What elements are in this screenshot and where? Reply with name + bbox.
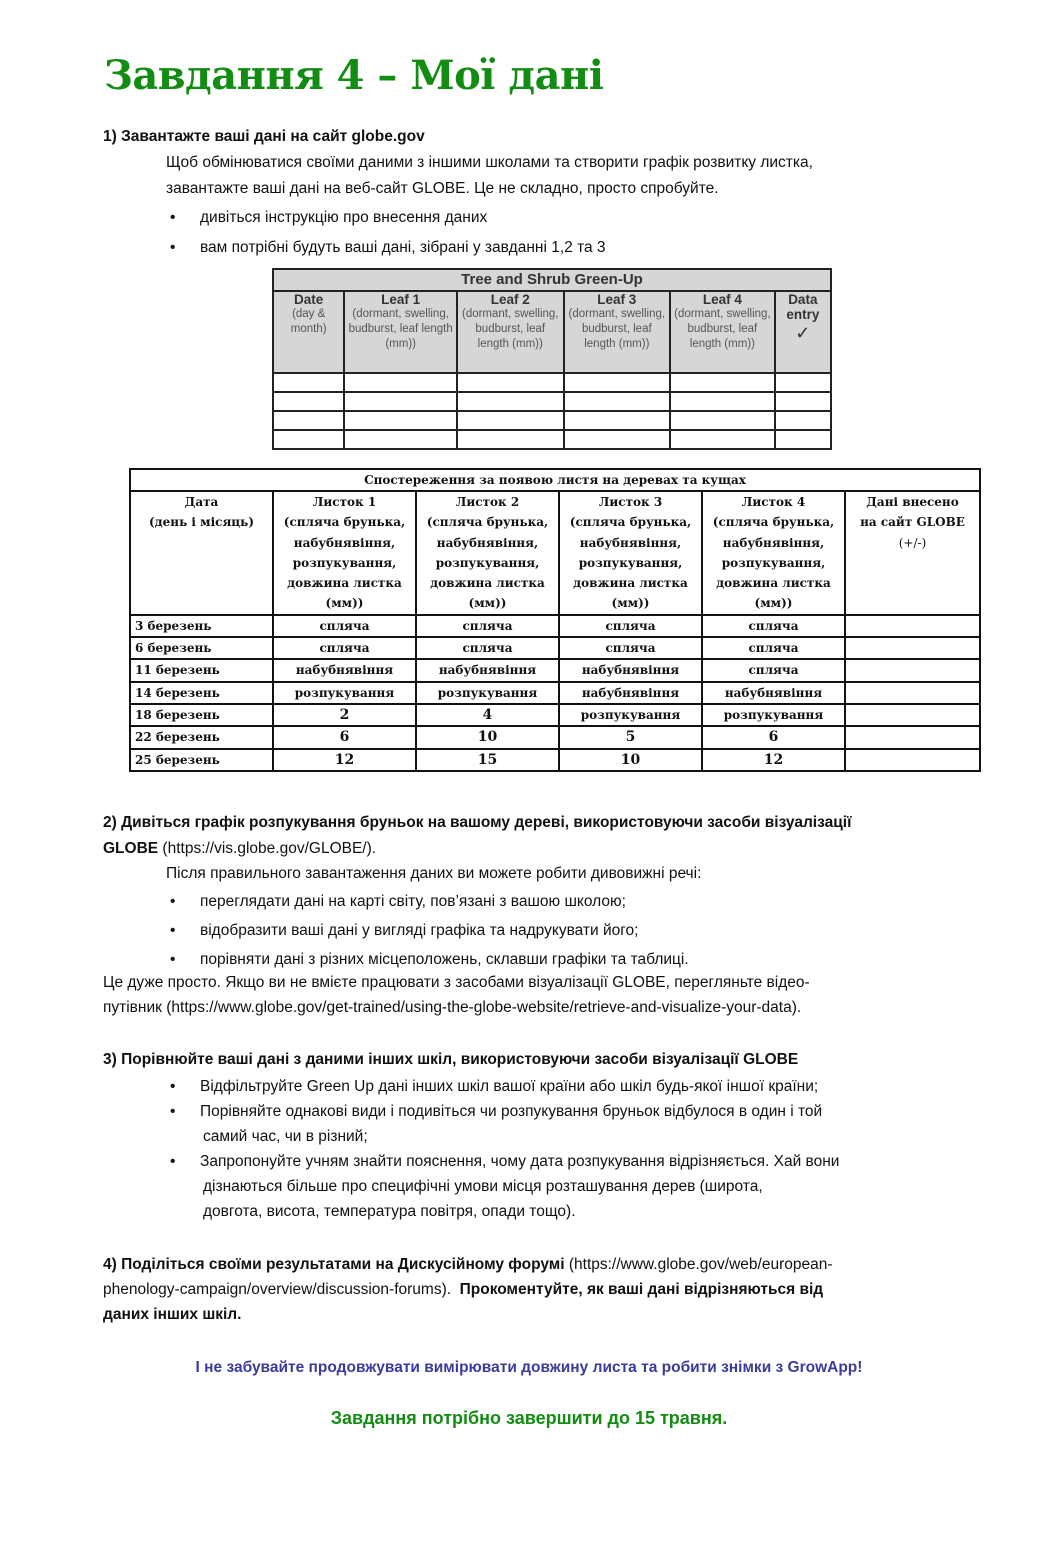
bullet-item xyxy=(170,918,689,947)
table-row xyxy=(130,659,980,681)
header-sub: (сплячa брунька, набубнявіння, розпукування, довжина листка (мм)) xyxy=(283,515,406,611)
leaf-cell: 10 xyxy=(559,749,702,771)
date-cell: 11 березень xyxy=(130,659,273,681)
ua-header-leaf2 xyxy=(416,491,559,615)
header-sub: (dormant, swelling, budburst, leaf length (mm)) xyxy=(568,308,666,350)
leaf-cell: розпукування xyxy=(559,704,702,726)
bullet-text: дивіться інструкцію про внесення даних xyxy=(200,209,488,226)
leaf-cell: набубнявіння xyxy=(702,682,845,704)
section4-comment-bold-cont: даних інших шкіл. xyxy=(103,1306,242,1323)
ukrainian-observations-table xyxy=(129,468,981,772)
leaf-cell: спляча xyxy=(559,615,702,637)
bullet-icon: • xyxy=(170,893,176,910)
globe-entry-cell xyxy=(845,704,980,726)
section3-bullets xyxy=(170,1074,839,1224)
leaf-cell: спляча xyxy=(273,615,416,637)
page-title: Завдання 4 – Мої дані xyxy=(104,52,604,99)
section2-outro xyxy=(103,970,810,1020)
bullet-icon: • xyxy=(170,209,176,226)
bullet-item xyxy=(170,1074,839,1099)
bullet-icon: • xyxy=(170,1153,176,1170)
date-cell: 25 березень xyxy=(130,749,273,771)
ua-header-date xyxy=(130,491,273,615)
leaf-cell: набубнявіння xyxy=(559,682,702,704)
leaf-cell: розпукування xyxy=(416,682,559,704)
bullet-text: Відфільтруйте Green Up дані інших шкіл вашої країни або шкіл будь-якої іншої країни; xyxy=(200,1078,819,1095)
leaf-cell: розпукування xyxy=(702,704,845,726)
leaf-cell: 12 xyxy=(273,749,416,771)
bullet-item xyxy=(170,947,689,972)
leaf-cell: спляча xyxy=(416,615,559,637)
bullet-line: Порівняйте однакові види і подивіться чи розпукування бруньок відбулося в один і той xyxy=(200,1103,823,1120)
section2-heading-bold2: GLOBE xyxy=(103,840,159,857)
date-cell: 14 березень xyxy=(130,682,273,704)
header-sub: (сплячa брунька, набубнявіння, розпукування, довжина листка (мм)) xyxy=(426,515,549,611)
section4-heading-bold: 4) Поділіться своїми результатами на Дискусійному форумі xyxy=(103,1256,565,1273)
outro-line: Це дуже просто. Якщо ви не вмієте працювати з засобами візуалізації GLOBE, перегляньте відео- xyxy=(103,974,810,991)
table-row xyxy=(273,411,831,430)
en-header-data-entry xyxy=(775,291,831,373)
section2-heading-bold: 2) Дивіться графік розпукування бруньок на вашому дереві, використовуючи засоби візуалізації xyxy=(103,814,852,831)
section4-comment-bold: Прокоментуйте, як ваші дані відрізняються від xyxy=(451,1281,824,1298)
en-header-leaf4 xyxy=(670,291,775,373)
ua-table-title: Спостереження за появою листя на деревах та кущах xyxy=(130,469,980,491)
ua-header-leaf3 xyxy=(559,491,702,615)
bullet-icon: • xyxy=(170,1103,176,1120)
date-cell: 6 березень xyxy=(130,637,273,659)
section1-paragraph xyxy=(166,150,813,201)
globe-entry-cell xyxy=(845,659,980,681)
section3-heading: 3) Порівнюйте ваші дані з даними інших шкіл, використовуючи засоби візуалізації GLOBE xyxy=(103,1051,799,1068)
bullet-item xyxy=(170,889,689,918)
bullet-item xyxy=(170,1099,839,1149)
ua-header-leaf4 xyxy=(702,491,845,615)
header-sub: (dormant, swelling, budburst, leaf length (mm)) xyxy=(461,308,559,350)
leaf-cell: спляча xyxy=(416,637,559,659)
table-row xyxy=(273,373,831,392)
header-sub: (+/-) xyxy=(898,535,927,550)
leaf-cell: 6 xyxy=(702,726,845,748)
globe-entry-cell xyxy=(845,682,980,704)
section1-bullets xyxy=(170,205,606,260)
english-green-up-table xyxy=(272,268,832,450)
table-row xyxy=(130,615,980,637)
header-sub: (dormant, swelling, budburst, leaf length (mm)) xyxy=(348,308,453,350)
leaf-cell: 5 xyxy=(559,726,702,748)
growapp-reminder: І не забувайте продовжувати вимірювати довжину листа та робити знімки з GrowApp! xyxy=(195,1359,863,1376)
bullet-item xyxy=(170,235,606,260)
bullet-item xyxy=(170,1149,839,1224)
leaf-cell: спляча xyxy=(273,637,416,659)
section2-intro: Після правильного завантаження даних ви можете робити дивовижні речі: xyxy=(166,865,702,882)
leaf-cell: 12 xyxy=(702,749,845,771)
globe-entry-cell xyxy=(845,637,980,659)
header-sub: (сплячa брунька, набубнявіння, розпукування, довжина листка (мм)) xyxy=(569,515,692,611)
section4 xyxy=(103,1252,833,1327)
header-sub: (день і місяць) xyxy=(149,515,254,530)
date-cell: 22 березень xyxy=(130,726,273,748)
bullet-line: самий час, чи в різний; xyxy=(203,1128,368,1145)
table-row xyxy=(130,637,980,659)
date-cell: 3 березень xyxy=(130,615,273,637)
bullet-text xyxy=(200,1099,822,1149)
section1-para-line: Щоб обмінюватися своїми даними з іншими школами та створити графік розвитку листка, xyxy=(166,154,813,171)
bullet-line: довгота, висота, температура повітря, опади тощо). xyxy=(203,1203,576,1220)
header-label: Leaf 3 xyxy=(597,292,637,307)
bullet-icon: • xyxy=(170,1078,176,1095)
header-label: Листок 3 xyxy=(598,495,663,509)
header-sub: (dormant, swelling, budburst, leaf length (mm)) xyxy=(674,308,771,350)
en-header-leaf1 xyxy=(344,291,457,373)
leaf-cell: 15 xyxy=(416,749,559,771)
leaf-cell: розпукування xyxy=(273,682,416,704)
header-label: Листок 4 xyxy=(741,495,806,509)
en-header-leaf3 xyxy=(564,291,671,373)
header-label: Leaf 2 xyxy=(490,292,530,307)
leaf-cell: 4 xyxy=(416,704,559,726)
ua-header-globe-entered xyxy=(845,491,980,615)
bullet-text: відобразити ваші дані у вигляді графіка та надрукувати його; xyxy=(200,922,639,939)
header-label: Дані внесено на сайт GLOBE xyxy=(860,495,965,530)
deadline-notice: Завдання потрібно завершити до 15 травня. xyxy=(330,1408,728,1428)
section2-heading xyxy=(103,810,851,861)
leaf-cell: 2 xyxy=(273,704,416,726)
date-cell: 18 березень xyxy=(130,704,273,726)
en-header-date xyxy=(273,291,344,373)
leaf-cell: 6 xyxy=(273,726,416,748)
header-label: Дата xyxy=(184,495,219,509)
header-label: Data entry xyxy=(786,292,820,322)
en-header-leaf2 xyxy=(457,291,564,373)
leaf-cell: спляча xyxy=(559,637,702,659)
section1-para-line: завантажте ваші дані на веб-сайт GLOBE. Це не складно, просто спробуйте. xyxy=(166,180,719,197)
header-label: Листок 1 xyxy=(312,495,377,509)
vis-globe-link[interactable]: (https://vis.globe.gov/GLOBE/). xyxy=(158,840,377,857)
english-table-title: Tree and Shrub Green-Up xyxy=(273,269,831,291)
section2-bullets xyxy=(170,889,689,972)
section1-heading: 1) Завантажте ваші дані на сайт globe.gov xyxy=(103,128,425,145)
bullet-icon: • xyxy=(170,951,176,968)
table-row xyxy=(130,726,980,748)
header-label: Date xyxy=(294,292,324,307)
bullet-text: вам потрібні будуть ваші дані, зібрані у завданні 1,2 та 3 xyxy=(200,239,606,256)
header-label: Leaf 4 xyxy=(702,292,742,307)
leaf-cell: 10 xyxy=(416,726,559,748)
table-row xyxy=(273,430,831,449)
ua-header-leaf1 xyxy=(273,491,416,615)
bullet-icon: • xyxy=(170,239,176,256)
globe-entry-cell xyxy=(845,726,980,748)
globe-entry-cell xyxy=(845,749,980,771)
header-label: Листок 2 xyxy=(455,495,520,509)
leaf-cell: спляча xyxy=(702,659,845,681)
discussion-forum-link-cont[interactable]: phenology-campaign/overview/discussion-forums). xyxy=(103,1281,452,1298)
video-guide-link[interactable]: путівник (https://www.globe.gov/get-trained/using-the-globe-website/retrieve-and-visualize-your-data). xyxy=(103,999,802,1016)
header-sub: (day & month) xyxy=(290,308,327,335)
bullet-line: дізнаються більше про специфічні умови місця розташування дерев (широта, xyxy=(203,1178,763,1195)
bullet-line: Запропонуйте учням знайти пояснення, чому дата розпукування відрізняється. Хай вони xyxy=(200,1153,840,1170)
leaf-cell: набубнявіння xyxy=(416,659,559,681)
header-label: Leaf 1 xyxy=(381,292,421,307)
leaf-cell: набубнявіння xyxy=(273,659,416,681)
leaf-cell: набубнявіння xyxy=(559,659,702,681)
table-row xyxy=(130,682,980,704)
bullet-text: переглядати дані на карті світу, пов’язані з вашою школою; xyxy=(200,893,626,910)
table-row xyxy=(273,392,831,411)
table-row xyxy=(130,704,980,726)
bullet-text: порівняти дані з різних місцеположень, склавши графіки та таблиці. xyxy=(200,951,689,968)
bullet-text xyxy=(200,1149,839,1224)
bullet-item xyxy=(170,205,606,235)
bullet-icon: • xyxy=(170,922,176,939)
globe-entry-cell xyxy=(845,615,980,637)
discussion-forum-link[interactable]: (https://www.globe.gov/web/european- xyxy=(564,1256,833,1273)
header-sub: (сплячa брунька, набубнявіння, розпукування, довжина листка (мм)) xyxy=(712,515,835,611)
leaf-cell: спляча xyxy=(702,637,845,659)
table-row xyxy=(130,749,980,771)
checkmark-icon: ✓ xyxy=(795,323,811,343)
leaf-cell: спляча xyxy=(702,615,845,637)
